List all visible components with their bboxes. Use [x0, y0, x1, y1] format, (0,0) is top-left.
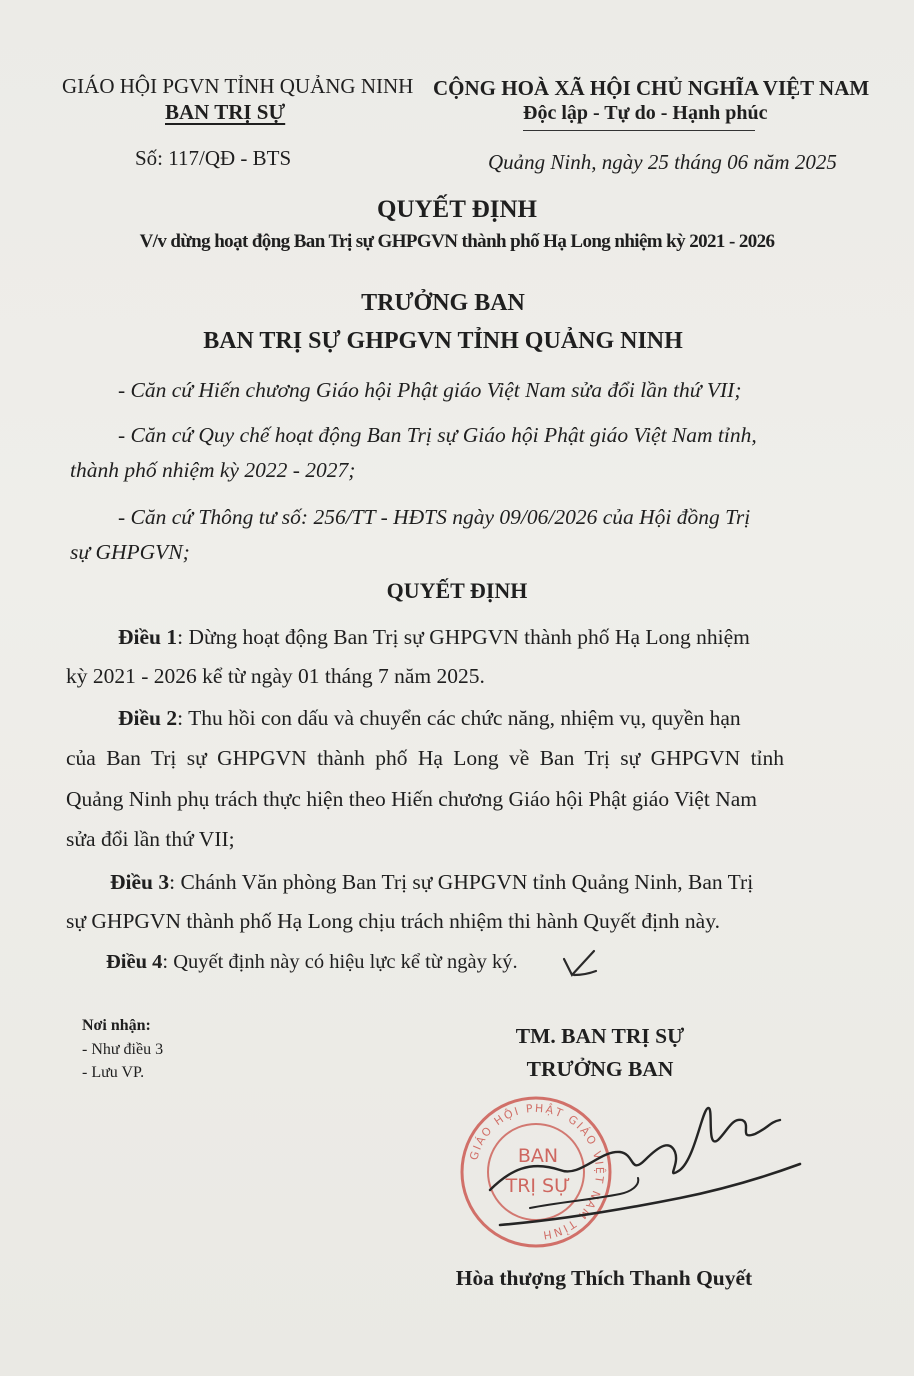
article-label: Điều 3: [110, 870, 170, 894]
basis-line: thành phố nhiệm kỳ 2022 - 2027;: [70, 458, 356, 482]
article-text: : Chánh Văn phòng Ban Trị sự GHPGVN tỉnh Quảng Ninh, Ban Trị: [169, 870, 754, 894]
initial-mark: [560, 945, 600, 981]
motto-underline: [523, 130, 755, 131]
sign-on-behalf: TM. BAN TRỊ SỰ: [515, 1024, 685, 1048]
article-3-line-1: [110, 862, 753, 902]
article-2-line-2: của Ban Trị sự GHPGVN thành phố Hạ Long về Ban Trị sự GHPGVN tỉnh: [66, 746, 785, 770]
article-label: Điều 4: [106, 951, 163, 973]
document-subject: V/v dừng hoạt động Ban Trị sự GHPGVN thành phố Hạ Long nhiệm kỳ 2021 - 2026: [139, 231, 775, 252]
authority-title: TRƯỞNG BAN: [361, 290, 525, 316]
svg-text:GIÁO HỘI PHẬT GIÁO VIỆT NAM TỈ: GIÁO HỘI PHẬT GIÁO VIỆT NAM TỈNH: [467, 1101, 607, 1242]
authority-body: BAN TRỊ SỰ GHPGVN TỈNH QUẢNG NINH: [203, 328, 683, 354]
svg-text:BAN: BAN: [517, 1145, 559, 1167]
handwritten-signature: [470, 1090, 815, 1260]
place-date: Quảng Ninh, ngày 25 tháng 06 năm 2025: [488, 150, 837, 174]
org-subunit: BAN TRỊ SỰ: [165, 100, 286, 124]
article-text: : Thu hồi con dấu và chuyển các chức năng, nhiệm vụ, quyền hạn: [177, 706, 741, 730]
article-1-line-1: [118, 617, 750, 657]
signer-name: Hòa thượng Thích Thanh Quyết: [455, 1266, 753, 1290]
article-text: : Dừng hoạt động Ban Trị sự GHPGVN thành phố Hạ Long nhiệm: [177, 625, 750, 649]
article-text: : Quyết định này có hiệu lực kể từ ngày ký.: [162, 951, 518, 973]
article-label: Điều 1: [118, 625, 178, 649]
article-2-line-1: [118, 698, 741, 738]
document-number: Số: 117/QĐ - BTS: [135, 146, 292, 170]
basis-line: - Căn cứ Quy chế hoạt động Ban Trị sự Giáo hội Phật giáo Việt Nam tỉnh,: [118, 423, 757, 447]
recipient-item: - Lưu VP.: [82, 1064, 145, 1081]
sign-position: TRƯỞNG BAN: [526, 1057, 674, 1081]
document-title: QUYẾT ĐỊNH: [377, 196, 537, 223]
svg-text:TRỊ SỰ: TRỊ SỰ: [505, 1175, 571, 1197]
article-2-line-3: Quảng Ninh phụ trách thực hiện theo Hiến chương Giáo hội Phật giáo Việt Nam: [66, 787, 757, 811]
nation-motto: Độc lập - Tự do - Hạnh phúc: [523, 102, 768, 124]
org-name: GIÁO HỘI PGVN TỈNH QUẢNG NINH: [62, 74, 414, 98]
basis-line: sự GHPGVN;: [70, 540, 190, 564]
nation-name: CỘNG HOÀ XÃ HỘI CHỦ NGHĨA VIỆT NAM: [433, 76, 870, 100]
recipient-item: - Như điều 3: [82, 1041, 164, 1058]
article-2-line-4: sửa đổi lần thứ VII;: [66, 827, 235, 851]
decision-heading: QUYẾT ĐỊNH: [386, 578, 528, 603]
article-1-line-2: kỳ 2021 - 2026 kể từ ngày 01 tháng 7 năm 2025.: [66, 664, 485, 688]
article-label: Điều 2: [118, 706, 178, 730]
article-4-line-1: [106, 942, 518, 982]
article-3-line-2: sự GHPGVN thành phố Hạ Long chịu trách nhiệm thi hành Quyết định này.: [66, 909, 720, 933]
basis-line: - Căn cứ Thông tư số: 256/TT - HĐTS ngày 09/06/2026 của Hội đồng Trị: [118, 505, 751, 529]
recipients-heading: Nơi nhận:: [82, 1017, 151, 1034]
basis-line: - Căn cứ Hiến chương Giáo hội Phật giáo Việt Nam sửa đổi lần thứ VII;: [118, 378, 742, 402]
